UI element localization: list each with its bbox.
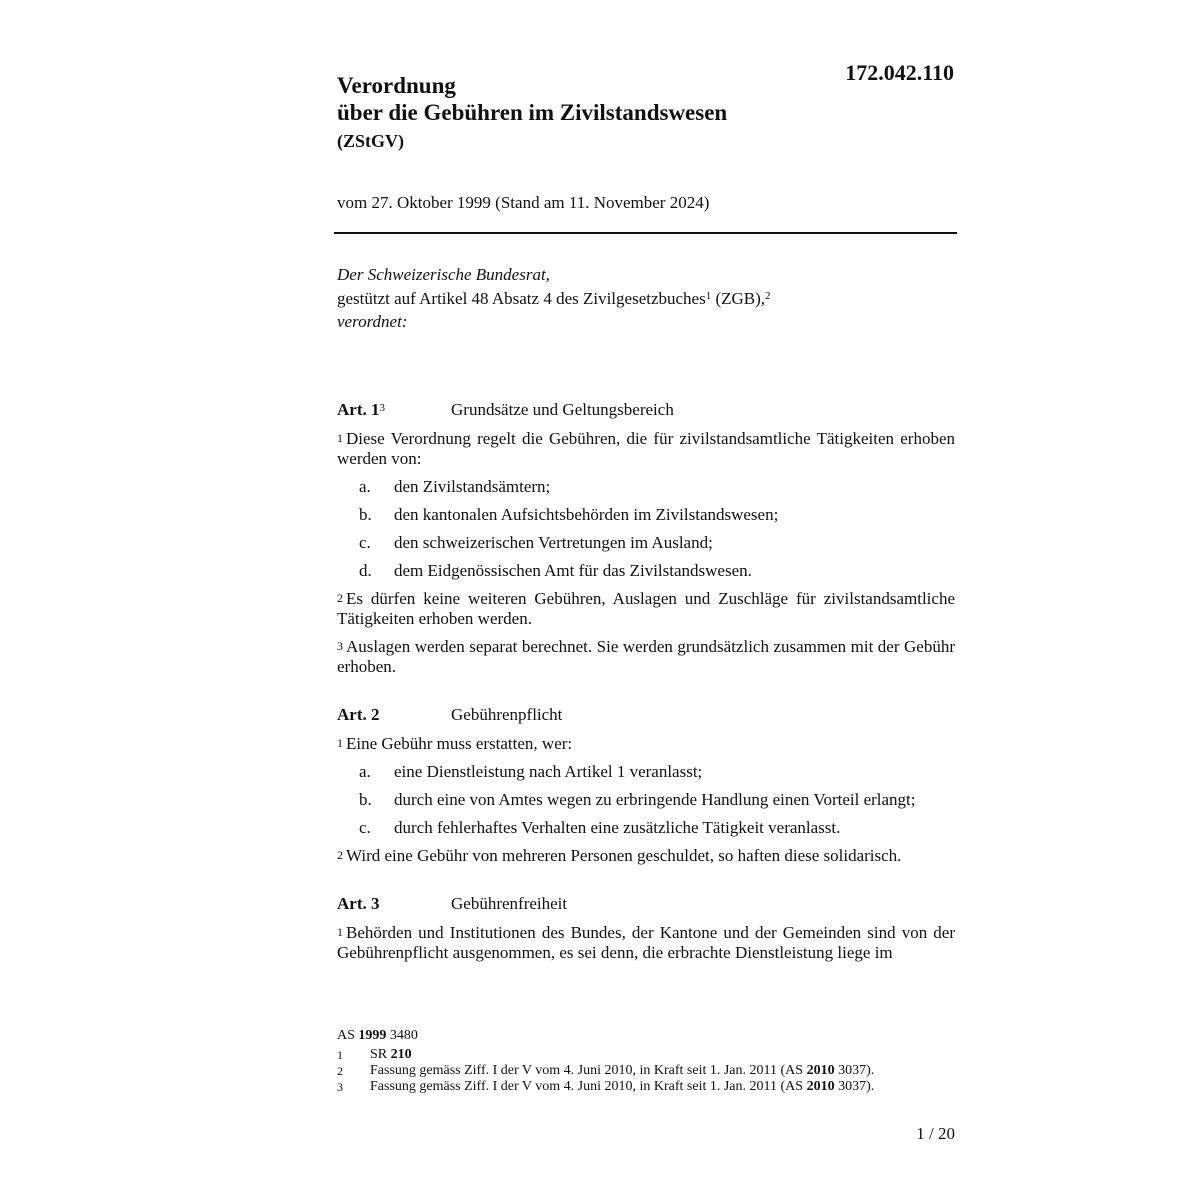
articles [337, 400, 955, 991]
article-1-number [337, 400, 451, 420]
article-1-paragraph-3 [337, 637, 955, 677]
article-3-title: Gebührenfreiheit [451, 894, 568, 913]
page-number: 1 / 20 [916, 1124, 955, 1143]
paragraph-text: Auslagen werden separat berechnet. Sie werden grundsätzlich zusammen mit der Gebühr erhoben. [337, 637, 955, 676]
article-2-paragraph-2 [337, 846, 955, 866]
footnote-number: 3 [337, 1080, 343, 1094]
footnote-text-bold: 2010 [806, 1063, 835, 1078]
header-divider [334, 232, 957, 234]
list-item [337, 477, 955, 497]
list-text: durch fehlerhaftes Verhalten eine zusätzliche Tätigkeit veranlasst. [394, 818, 841, 837]
paragraph-text: Diese Verordnung regelt die Gebühren, die für zivilstandsamtliche Tätigkeiten erhoben werden von: [337, 429, 955, 468]
article-2 [337, 705, 955, 866]
footnote-text [370, 1079, 874, 1095]
article-1-heading [337, 400, 955, 420]
article-1-paragraph-2 [337, 589, 955, 629]
paragraph-number: 2 [337, 591, 343, 605]
list-text: eine Dienstleistung nach Artikel 1 veranlasst; [394, 762, 703, 781]
article-3-paragraph-1 [337, 923, 955, 963]
footnote-text-post: 3037). [834, 1079, 875, 1094]
document-title [337, 72, 727, 155]
title-line-1: Verordnung [337, 73, 456, 98]
footnote-1 [337, 1047, 957, 1063]
paragraph-text: Eine Gebühr muss erstatten, wer: [346, 734, 573, 753]
preamble-authority: Der Schweizerische Bundesrat, [337, 265, 550, 284]
footnote-number: 2 [337, 1064, 343, 1078]
article-3-heading [337, 894, 955, 914]
article-1-number-text: Art. 1 [337, 400, 380, 419]
article-2-list [337, 762, 955, 838]
list-item [337, 818, 955, 838]
paragraph-text: Behörden und Institutionen des Bundes, der Kantone und der Gemeinden sind von der Gebührenpflicht ausgenommen, es sei denn, die erbrachte Dienstleistung liege im [337, 923, 955, 962]
article-2-number: Art. 2 [337, 705, 380, 724]
list-text: durch eine von Amtes wegen zu erbringende Handlung einen Vorteil erlangt; [394, 790, 916, 809]
article-3-number: Art. 3 [337, 894, 380, 913]
footnote-ref-1[interactable]: 1 [705, 289, 712, 302]
footnote-ref-2[interactable]: 2 [765, 289, 771, 302]
paragraph-text: Es dürfen keine weiteren Gebühren, Auslagen und Zuschläge für zivilstandsamtliche Tätigkeiten erhoben werden. [337, 589, 955, 628]
preamble-decrees: verordnet: [337, 312, 408, 331]
preamble-basis-mid: (ZGB), [711, 288, 766, 308]
footnote-text-bold: 2010 [806, 1079, 835, 1094]
article-2-paragraph-1 [337, 734, 955, 754]
footnote-text-pre: Fassung gemäss Ziff. I der V vom 4. Juni 2010, in Kraft seit 1. Jan. 2011 (AS [370, 1063, 807, 1078]
article-2-title: Gebührenpflicht [451, 705, 563, 724]
list-item [337, 561, 955, 581]
list-letter: b. [359, 790, 372, 809]
list-text: den kantonalen Aufsichtsbehörden im Zivilstandswesen; [394, 505, 779, 524]
footnote-number: 1 [337, 1048, 343, 1062]
footnote-2 [337, 1063, 957, 1079]
footnote-text [370, 1063, 874, 1079]
paragraph-number: 3 [337, 639, 343, 653]
list-letter: c. [359, 533, 371, 552]
as-prefix: AS [337, 1028, 359, 1043]
footnote-text-post: 3037). [834, 1063, 875, 1078]
article-1-title: Grundsätze und Geltungsbereich [451, 400, 674, 419]
footnote-ref-3[interactable]: 3 [379, 402, 385, 414]
footnote-as-reference [337, 1028, 957, 1044]
list-text: dem Eidgenössischen Amt für das Zivilstandswesen. [394, 561, 752, 580]
as-page: 3480 [386, 1028, 418, 1043]
title-abbreviation: (ZStGV) [337, 131, 404, 151]
document-page [337, 0, 957, 1200]
list-letter: d. [359, 561, 372, 580]
footnotes [337, 1028, 957, 1095]
footnote-text-bold: 210 [390, 1047, 412, 1062]
paragraph-number: 2 [337, 848, 343, 862]
list-text: den Zivilstandsämtern; [394, 477, 551, 496]
article-1-list [337, 477, 955, 581]
paragraph-number: 1 [337, 925, 343, 939]
article-1 [337, 400, 955, 677]
footnote-3 [337, 1079, 957, 1095]
list-letter: a. [359, 762, 371, 781]
list-letter: a. [359, 477, 371, 496]
sr-number: 172.042.110 [845, 60, 954, 85]
preamble-basis [337, 287, 771, 311]
paragraph-number: 1 [337, 736, 343, 750]
footnote-text-pre: Fassung gemäss Ziff. I der V vom 4. Juni 2010, in Kraft seit 1. Jan. 2011 (AS [370, 1079, 807, 1094]
title-line-2: über die Gebühren im Zivilstandswesen [337, 100, 728, 125]
as-year: 1999 [358, 1028, 387, 1043]
list-item [337, 505, 955, 525]
article-3 [337, 894, 955, 963]
preamble-basis-text: gestützt auf Artikel 48 Absatz 4 des Zivilgesetzbuches [337, 288, 706, 308]
list-letter: c. [359, 818, 371, 837]
paragraph-text: Wird eine Gebühr von mehreren Personen geschuldet, so haften diese solidarisch. [346, 846, 902, 865]
date-line: vom 27. Oktober 1999 (Stand am 11. November 2024) [337, 193, 710, 212]
article-2-heading [337, 705, 955, 725]
list-letter: b. [359, 505, 372, 524]
list-item [337, 762, 955, 782]
article-1-paragraph-1 [337, 429, 955, 469]
footnote-text-pre: SR [370, 1047, 391, 1062]
preamble [337, 263, 771, 334]
footnote-text [370, 1047, 412, 1063]
list-item [337, 790, 955, 810]
paragraph-number: 1 [337, 431, 343, 445]
list-text: den schweizerischen Vertretungen im Ausland; [394, 533, 713, 552]
list-item [337, 533, 955, 553]
